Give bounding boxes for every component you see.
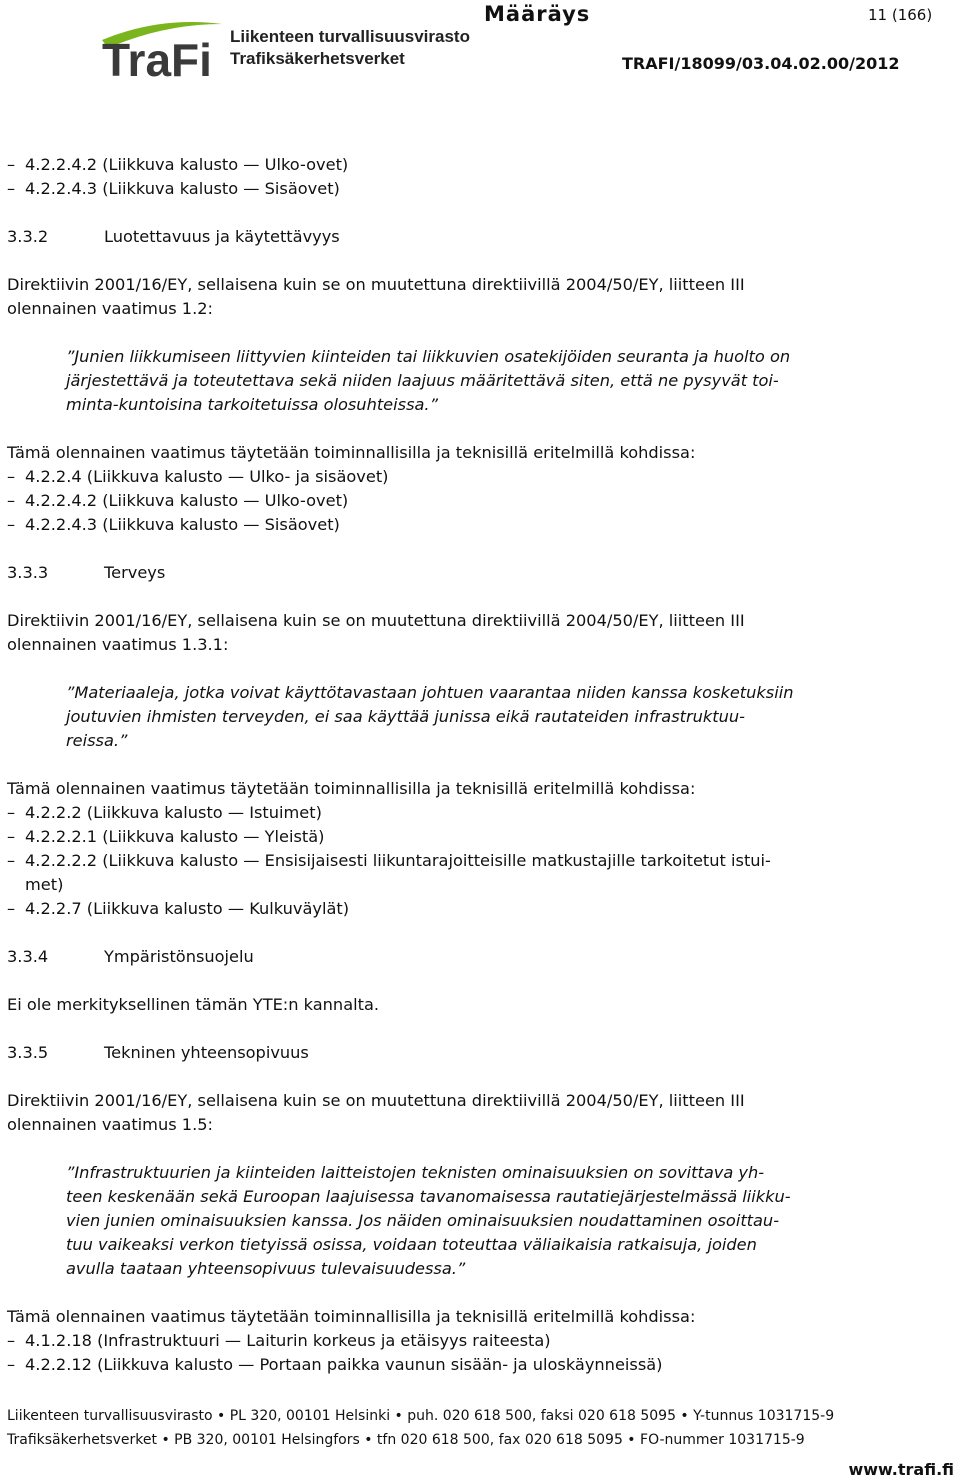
quote-line: tuu vaikeaksi verkon tietyissä osissa, voidaan toteuttaa väliaikaisia ratkaisuja, joiden [66, 1235, 757, 1254]
list-item: – 4.2.2.4.2 (Liikkuva kalusto — Ulko-ovet) [7, 489, 955, 513]
section-number: 3.3.3 [7, 563, 49, 582]
list-item: – 4.2.2.2.2 (Liikkuva kalusto — Ensisijaisesti liikuntarajoitteisille matkustajille tarkoitetut istui- [7, 849, 955, 873]
section-heading-332 [7, 225, 955, 249]
list-item: – 4.2.2.2 (Liikkuva kalusto — Istuimet) [7, 801, 955, 825]
quote-line: joutuvien ihmisten terveyden, ei saa käyttää junissa eikä rautateiden infrastruktuu- [66, 707, 746, 726]
list-item: – 4.2.2.4 (Liikkuva kalusto — Ulko- ja sisäovet) [7, 465, 955, 489]
paragraph-line: olennainen vaatimus 1.2: [7, 299, 213, 318]
list-item: – 4.2.2.4.2 (Liikkuva kalusto — Ulko-ovet) [7, 153, 955, 177]
quote-line: järjestettävä ja toteutettava sekä niiden laajuus määritettävä siten, että ne pysyvät toi- [66, 371, 779, 390]
paragraph-line: Direktiivin 2001/16/EY, sellaisena kuin se on muutettuna direktiivillä 2004/50/EY, liitteen III [7, 1091, 745, 1110]
website-link[interactable]: www.trafi.fi [848, 1460, 954, 1479]
quote-line: ”Infrastruktuurien ja kiinteiden laitteistojen teknisten ominaisuuksien on sovittava yh- [66, 1163, 765, 1182]
paragraph-line: Direktiivin 2001/16/EY, sellaisena kuin se on muutettuna direktiivillä 2004/50/EY, liitteen III [7, 611, 745, 630]
section-heading-333 [7, 561, 955, 585]
quote-line: teen keskenään sekä Euroopan laajuisessa tavanomaisessa rautatiejärjestelmässä liikku- [66, 1187, 791, 1206]
section-title: Luotettavuus ja käytettävyys [104, 227, 340, 246]
section-number: 3.3.5 [7, 1043, 49, 1062]
agency-name-sv: Trafiksäkerhetsverket [230, 49, 405, 68]
footer-line-sv: Trafiksäkerhetsverket • PB 320, 00101 Helsingfors • tfn 020 618 500, fax 020 618 5095 • FO-nummer 1031715-9 [7, 1432, 805, 1448]
logo-brand-text: TraFi [102, 34, 212, 84]
list-item: – 4.2.2.12 (Liikkuva kalusto — Portaan paikka vaunun sisään- ja uloskäynneissä) [7, 1353, 955, 1377]
quote-line: minta-kuntoisina tarkoitetuissa olosuhteissa.” [66, 395, 438, 414]
document-reference: TRAFI/18099/03.04.02.00/2012 [622, 54, 900, 73]
paragraph-line: Direktiivin 2001/16/EY, sellaisena kuin se on muutettuna direktiivillä 2004/50/EY, liitteen III [7, 275, 745, 294]
list-item-continuation: met) [25, 875, 64, 894]
document-type: Määräys [484, 2, 591, 26]
paragraph-line: Tämä olennainen vaatimus täytetään toiminnallisilla ja teknisillä eritelmillä kohdissa: [7, 779, 696, 798]
quote-line: reissa.” [66, 731, 128, 750]
paragraph-line: Ei ole merkityksellinen tämän YTE:n kannalta. [7, 995, 380, 1014]
section-number: 3.3.2 [7, 227, 49, 246]
section-title: Ympäristönsuojelu [104, 947, 254, 966]
quote-line: ”Materiaaleja, jotka voivat käyttötavastaan johtuen vaarantaa niiden kanssa kosketuksiin [66, 683, 794, 702]
paragraph-line: Tämä olennainen vaatimus täytetään toiminnallisilla ja teknisillä eritelmillä kohdissa: [7, 1307, 696, 1326]
section-title: Tekninen yhteensopivuus [104, 1043, 309, 1062]
paragraph-line: olennainen vaatimus 1.3.1: [7, 635, 229, 654]
list-item: – 4.1.2.18 (Infrastruktuuri — Laiturin korkeus ja etäisyys raiteesta) [7, 1329, 955, 1353]
section-title: Terveys [104, 563, 166, 582]
footer-line-fi: Liikenteen turvallisuusvirasto • PL 320, 00101 Helsinki • puh. 020 618 500, faksi 020 618 5095 • Y-tunnus 1031715-9 [7, 1408, 835, 1424]
page-footer [7, 1404, 955, 1452]
agency-name [230, 26, 470, 70]
list-item: – 4.2.2.7 (Liikkuva kalusto — Kulkuväylät) [7, 897, 955, 921]
paragraph-line: olennainen vaatimus 1.5: [7, 1115, 213, 1134]
list-item: – 4.2.2.2.1 (Liikkuva kalusto — Yleistä) [7, 825, 955, 849]
quote-line: ”Junien liikkumiseen liittyvien kiinteiden tai liikkuvien osatekijöiden seuranta ja huolto on [66, 347, 791, 366]
section-heading-334 [7, 945, 955, 969]
paragraph-line: Tämä olennainen vaatimus täytetään toiminnallisilla ja teknisillä eritelmillä kohdissa: [7, 443, 696, 462]
quote-line: vien junien ominaisuuksien kanssa. Jos näiden ominaisuuksien noudattaminen osoittau- [66, 1211, 780, 1230]
page-number: 11 (166) [868, 6, 933, 24]
agency-name-fi: Liikenteen turvallisuusvirasto [230, 27, 470, 46]
document-body [7, 153, 955, 1377]
quote-line: avulla taataan yhteensopivuus tulevaisuudessa.” [66, 1259, 466, 1278]
list-item: – 4.2.2.4.3 (Liikkuva kalusto — Sisäovet) [7, 513, 955, 537]
section-number: 3.3.4 [7, 947, 49, 966]
section-heading-335 [7, 1041, 955, 1065]
list-item: – 4.2.2.4.3 (Liikkuva kalusto — Sisäovet) [7, 177, 955, 201]
